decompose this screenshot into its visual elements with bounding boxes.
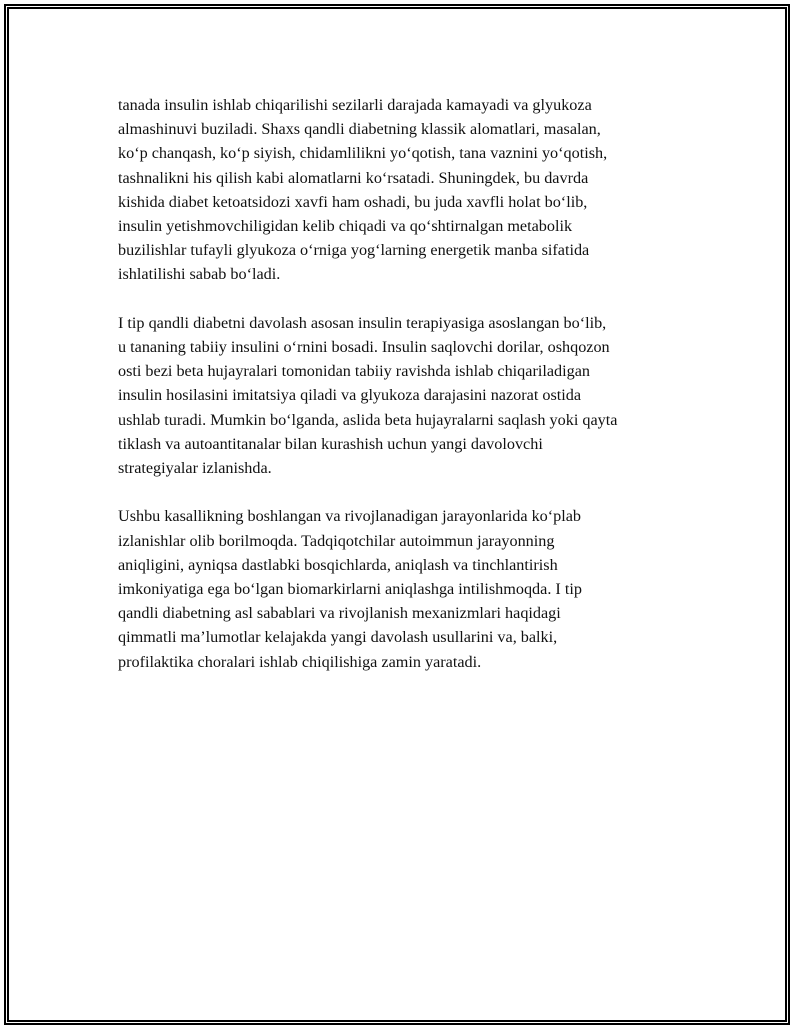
text-line: I tip qandli diabetni davolash asosan insulin terapiyasiga asoslangan bo‘lib, (118, 313, 607, 332)
text-line: aniqligini, ayniqsa dastlabki bosqichlarda, aniqlash va tinchlantirish (118, 555, 558, 574)
text-line: tashnalikni his qilish kabi alomatlarni ko‘rsatadi. Shuningdek, bu davrda (118, 168, 589, 187)
text-line: Ushbu kasallikning boshlangan va rivojlanadigan jarayonlarida ko‘plab (118, 507, 582, 526)
paragraph-1 (118, 93, 698, 287)
text-line: ushlab turadi. Mumkin bo‘lganda, aslida beta hujayralarni saqlash yoki qayta (118, 410, 618, 429)
text-line: u tananing tabiiy insulini o‘rnini bosadi. Insulin saqlovchi dorilar, oshqozon (118, 338, 610, 357)
text-line: insulin yetishmovchiligidan kelib chiqadi va qo‘shtirnalgan metabolik (118, 217, 573, 236)
text-line: almashinuvi buziladi. Shaxs qandli diabetning klassik alomatlari, masalan, (118, 120, 601, 139)
text-line: qandli diabetning asl sabablari va rivojlanish mexanizmlari haqidagi (118, 604, 561, 623)
text-line: buzilishlar tufayli glyukoza o‘rniga yog‘larning energetik manba sifatida (118, 241, 590, 260)
paragraph-3 (118, 504, 698, 673)
text-line: tanada insulin ishlab chiqarilishi sezilarli darajada kamayadi va glyukoza (118, 96, 592, 114)
text-line: insulin hosilasini imitatsiya qiladi va glyukoza darajasini nazorat ostida (118, 386, 582, 405)
text-line: imkoniyatiga ega bo‘lgan biomarkirlarni aniqlashga intilishmoqda. I tip (118, 580, 582, 599)
text-line: tiklash va autoantitanalar bilan kurashish uchun yangi davolovchi (118, 434, 543, 453)
document-body (118, 93, 698, 698)
text-line: ko‘p chanqash, ko‘p siyish, chidamlilikni yo‘qotish, tana vaznini yo‘qotish, (118, 144, 608, 163)
text-line: osti bezi beta hujayralari tomonidan tabiiy ravishda ishlab chiqariladigan (118, 362, 590, 381)
text-line: ishlatilishi sabab bo‘ladi. (118, 265, 281, 284)
text-line: izlanishlar olib borilmoqda. Tadqiqotchilar autoimmun jarayonning (118, 531, 555, 550)
text-line: profilaktika choralari ishlab chiqilishiga zamin yaratadi. (118, 652, 482, 671)
text-line: strategiyalar izlanishda. (118, 459, 272, 478)
paragraph-2 (118, 311, 698, 480)
text-line: qimmatli ma’lumotlar kelajakda yangi davolash usullarini va, balki, (118, 628, 558, 647)
text-line: kishida diabet ketoatsidozi xavfi ham oshadi, bu juda xavfli holat bo‘lib, (118, 192, 588, 211)
